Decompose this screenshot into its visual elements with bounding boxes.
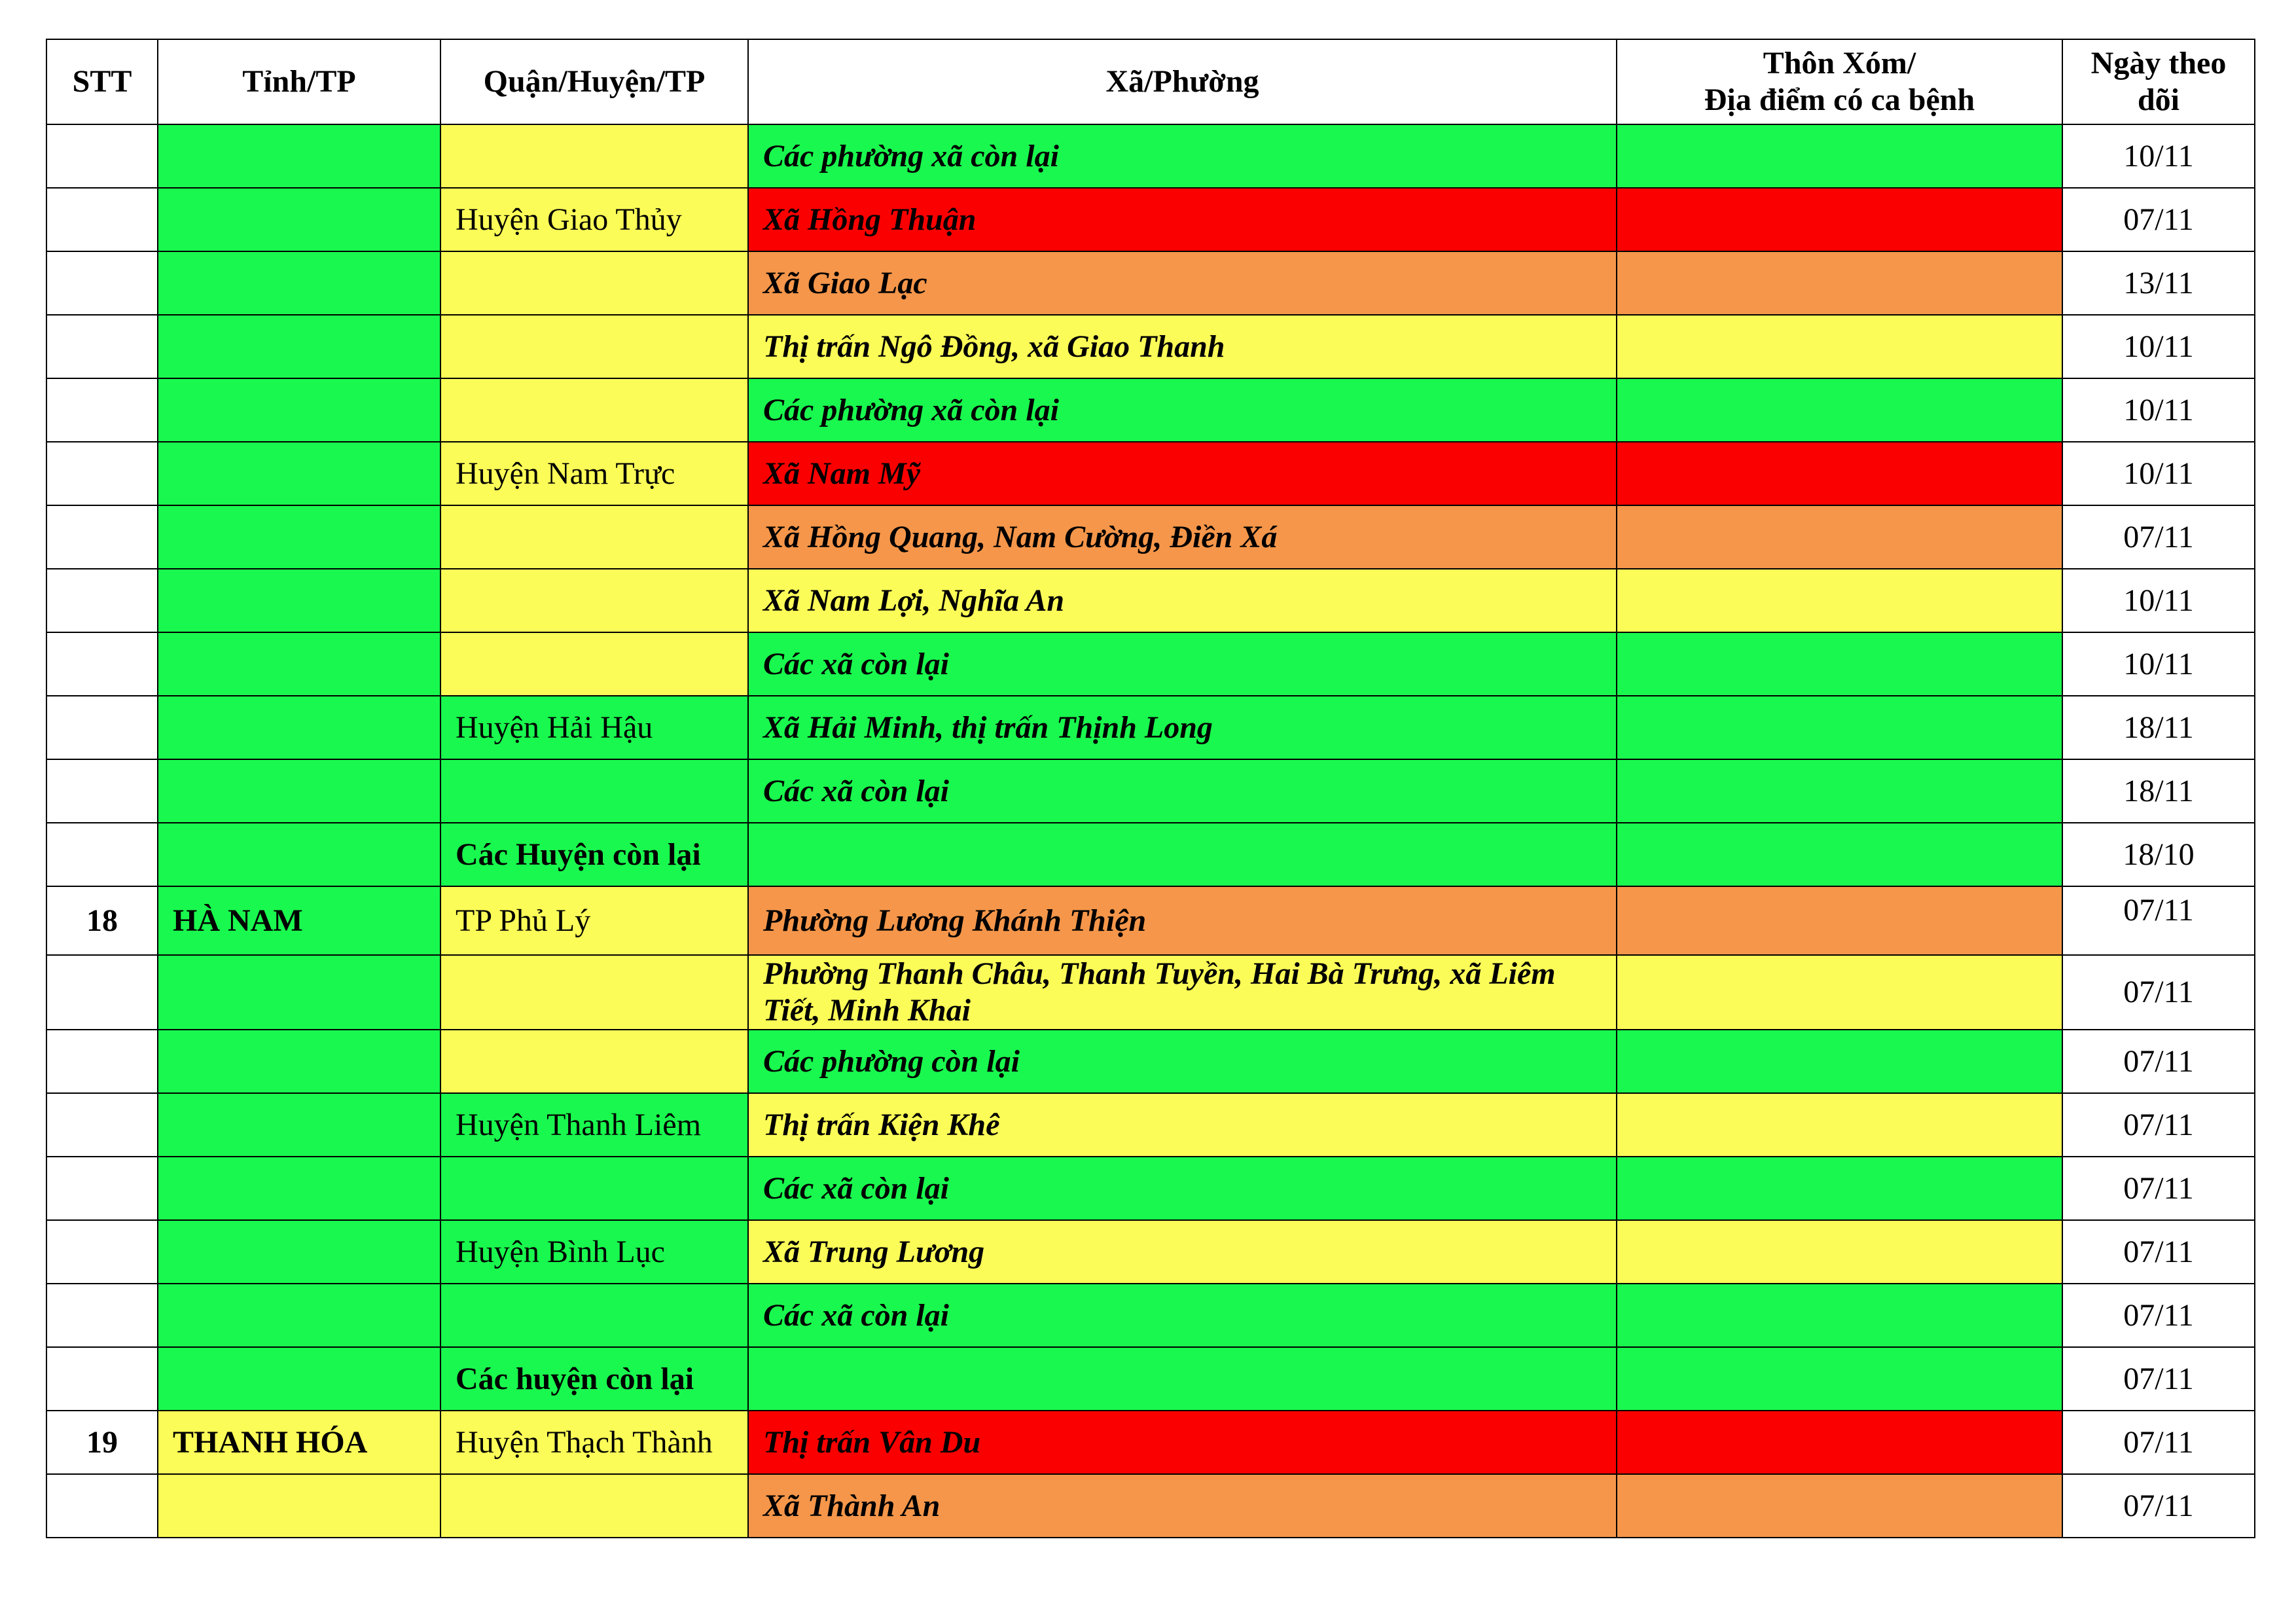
ward-cell: Phường Lương Khánh Thiện: [748, 886, 1617, 955]
stt-cell: [46, 696, 158, 759]
table-row: [46, 1093, 2255, 1157]
stt-cell: [46, 823, 158, 886]
province-cell: [158, 505, 440, 569]
stt-cell: [46, 188, 158, 251]
date-cell: 10/11: [2062, 315, 2255, 378]
date-cell: 07/11: [2062, 1157, 2255, 1220]
hamlet-cell: [1617, 1030, 2062, 1093]
hamlet-cell: [1617, 569, 2062, 632]
ward-cell: Các xã còn lại: [748, 1284, 1617, 1347]
district-cell: [440, 1030, 748, 1093]
stt-cell: [46, 251, 158, 315]
hamlet-cell: [1617, 696, 2062, 759]
district-cell: Huyện Thạch Thành: [440, 1411, 748, 1474]
stt-cell: [46, 442, 158, 505]
stt-cell: [46, 759, 158, 823]
district-cell: [440, 632, 748, 696]
table-row: [46, 955, 2255, 1030]
stt-cell: [46, 1157, 158, 1220]
document-page: [46, 39, 2255, 1538]
table-row: [46, 1157, 2255, 1220]
table-row: [46, 378, 2255, 442]
hamlet-cell: [1617, 759, 2062, 823]
date-cell: 07/11: [2062, 1411, 2255, 1474]
ward-cell: Xã Trung Lương: [748, 1220, 1617, 1284]
ward-cell: Xã Thành An: [748, 1474, 1617, 1538]
hamlet-cell: [1617, 632, 2062, 696]
covid-risk-table: [46, 39, 2255, 1538]
ward-cell: Xã Hải Minh, thị trấn Thịnh Long: [748, 696, 1617, 759]
district-cell: Huyện Giao Thủy: [440, 188, 748, 251]
table-row: [46, 1220, 2255, 1284]
table-row: [46, 632, 2255, 696]
ward-cell: Các phường còn lại: [748, 1030, 1617, 1093]
date-cell: 07/11: [2062, 1347, 2255, 1411]
hamlet-cell: [1617, 124, 2062, 188]
date-cell: 07/11: [2062, 505, 2255, 569]
date-cell: 18/11: [2062, 696, 2255, 759]
date-cell: 18/11: [2062, 759, 2255, 823]
stt-cell: [46, 1474, 158, 1538]
district-cell: Các huyện còn lại: [440, 1347, 748, 1411]
hamlet-cell: [1617, 315, 2062, 378]
province-cell: [158, 823, 440, 886]
ward-cell: Các phường xã còn lại: [748, 378, 1617, 442]
date-cell: 10/11: [2062, 442, 2255, 505]
ward-cell: Xã Nam Lợi, Nghĩa An: [748, 569, 1617, 632]
ward-cell: Xã Giao Lạc: [748, 251, 1617, 315]
province-cell: [158, 696, 440, 759]
table-row: [46, 823, 2255, 886]
stt-cell: [46, 1220, 158, 1284]
stt-cell: 19: [46, 1411, 158, 1474]
district-cell: Các Huyện còn lại: [440, 823, 748, 886]
province-cell: [158, 1093, 440, 1157]
header-hamlet-line1: Thôn Xóm/: [1763, 46, 1916, 81]
date-cell: 10/11: [2062, 124, 2255, 188]
district-cell: Huyện Hải Hậu: [440, 696, 748, 759]
date-cell: 10/11: [2062, 632, 2255, 696]
ward-cell: Thị trấn Ngô Đồng, xã Giao Thanh: [748, 315, 1617, 378]
hamlet-cell: [1617, 188, 2062, 251]
table-row: [46, 505, 2255, 569]
table-row: [46, 315, 2255, 378]
header-province: Tỉnh/TP: [158, 39, 440, 124]
date-cell: 10/11: [2062, 378, 2255, 442]
district-cell: [440, 505, 748, 569]
table-row: [46, 124, 2255, 188]
date-cell: 07/11: [2062, 1030, 2255, 1093]
header-date: [2062, 39, 2255, 124]
district-cell: [440, 569, 748, 632]
table-row: [46, 886, 2255, 955]
header-stt: STT: [46, 39, 158, 124]
stt-cell: [46, 1030, 158, 1093]
ward-cell: Các phường xã còn lại: [748, 124, 1617, 188]
date-cell: 07/11: [2062, 1474, 2255, 1538]
date-cell: 10/11: [2062, 569, 2255, 632]
district-cell: [440, 1474, 748, 1538]
header-date-line1: Ngày theo: [2090, 46, 2227, 81]
table-row: [46, 696, 2255, 759]
district-cell: [440, 1157, 748, 1220]
hamlet-cell: [1617, 1347, 2062, 1411]
table-row: [46, 1347, 2255, 1411]
stt-cell: [46, 569, 158, 632]
table-row: [46, 1411, 2255, 1474]
province-cell: [158, 1347, 440, 1411]
province-cell: [158, 1157, 440, 1220]
stt-cell: [46, 1347, 158, 1411]
date-cell: 07/11: [2062, 188, 2255, 251]
province-cell: [158, 188, 440, 251]
province-cell: [158, 124, 440, 188]
stt-cell: [46, 1284, 158, 1347]
header-ward: Xã/Phường: [748, 39, 1617, 124]
stt-cell: [46, 505, 158, 569]
province-cell: [158, 442, 440, 505]
stt-cell: [46, 315, 158, 378]
header-row: [46, 39, 2255, 124]
district-cell: [440, 378, 748, 442]
province-cell: [158, 1284, 440, 1347]
date-cell: 07/11: [2062, 886, 2255, 955]
ward-cell: Các xã còn lại: [748, 1157, 1617, 1220]
stt-cell: 18: [46, 886, 158, 955]
table-row: [46, 1474, 2255, 1538]
province-cell: [158, 759, 440, 823]
date-cell: 13/11: [2062, 251, 2255, 315]
province-cell: THANH HÓA: [158, 1411, 440, 1474]
ward-cell: Xã Hồng Quang, Nam Cường, Điền Xá: [748, 505, 1617, 569]
ward-cell: Các xã còn lại: [748, 759, 1617, 823]
province-cell: [158, 569, 440, 632]
province-cell: [158, 955, 440, 1030]
hamlet-cell: [1617, 1093, 2062, 1157]
province-cell: [158, 315, 440, 378]
ward-cell: Các xã còn lại: [748, 632, 1617, 696]
province-cell: HÀ NAM: [158, 886, 440, 955]
table-row: [46, 442, 2255, 505]
district-cell: [440, 315, 748, 378]
date-cell: 07/11: [2062, 1284, 2255, 1347]
stt-cell: [46, 632, 158, 696]
district-cell: Huyện Bình Lục: [440, 1220, 748, 1284]
hamlet-cell: [1617, 823, 2062, 886]
date-cell: 07/11: [2062, 1220, 2255, 1284]
province-cell: [158, 378, 440, 442]
ward-cell: Thị trấn Kiện Khê: [748, 1093, 1617, 1157]
date-cell: 07/11: [2062, 1093, 2255, 1157]
district-cell: [440, 1284, 748, 1347]
ward-cell: Thị trấn Vân Du: [748, 1411, 1617, 1474]
district-cell: Huyện Nam Trực: [440, 442, 748, 505]
hamlet-cell: [1617, 1411, 2062, 1474]
hamlet-cell: [1617, 378, 2062, 442]
hamlet-cell: [1617, 886, 2062, 955]
ward-cell: [748, 823, 1617, 886]
table-row: [46, 759, 2255, 823]
header-hamlet-line2: Địa điểm có ca bệnh: [1704, 82, 1975, 117]
province-cell: [158, 251, 440, 315]
ward-cell: Xã Nam Mỹ: [748, 442, 1617, 505]
hamlet-cell: [1617, 251, 2062, 315]
table-row: [46, 569, 2255, 632]
district-cell: Huyện Thanh Liêm: [440, 1093, 748, 1157]
ward-cell: [748, 1347, 1617, 1411]
province-cell: [158, 1030, 440, 1093]
header-district: Quận/Huyện/TP: [440, 39, 748, 124]
table-row: [46, 188, 2255, 251]
hamlet-cell: [1617, 505, 2062, 569]
hamlet-cell: [1617, 1474, 2062, 1538]
hamlet-cell: [1617, 1284, 2062, 1347]
header-date-line2: dõi: [2137, 82, 2180, 117]
hamlet-cell: [1617, 442, 2062, 505]
district-cell: [440, 955, 748, 1030]
stt-cell: [46, 1093, 158, 1157]
header-hamlet: [1617, 39, 2062, 124]
stt-cell: [46, 955, 158, 1030]
ward-cell: Xã Hồng Thuận: [748, 188, 1617, 251]
province-cell: [158, 1474, 440, 1538]
district-cell: TP Phủ Lý: [440, 886, 748, 955]
date-cell: 18/10: [2062, 823, 2255, 886]
district-cell: [440, 759, 748, 823]
stt-cell: [46, 378, 158, 442]
stt-cell: [46, 124, 158, 188]
province-cell: [158, 632, 440, 696]
hamlet-cell: [1617, 955, 2062, 1030]
hamlet-cell: [1617, 1157, 2062, 1220]
table-row: [46, 1284, 2255, 1347]
date-cell: 07/11: [2062, 955, 2255, 1030]
district-cell: [440, 124, 748, 188]
ward-cell: Phường Thanh Châu, Thanh Tuyền, Hai Bà Trưng, xã Liêm Tiết, Minh Khai: [748, 955, 1617, 1030]
table-row: [46, 251, 2255, 315]
table-row: [46, 1030, 2255, 1093]
district-cell: [440, 251, 748, 315]
hamlet-cell: [1617, 1220, 2062, 1284]
table-body: [46, 124, 2255, 1538]
province-cell: [158, 1220, 440, 1284]
